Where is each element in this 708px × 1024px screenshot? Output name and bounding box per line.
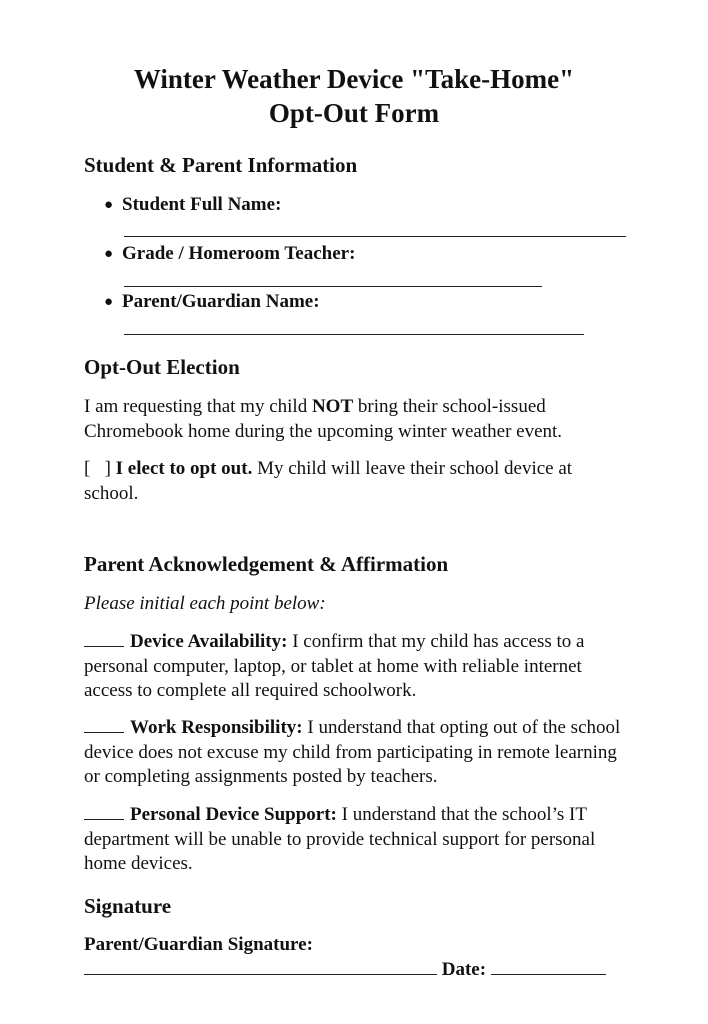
initial-field-work-responsibility[interactable] xyxy=(84,717,124,733)
form-title-line-1: Winter Weather Device "Take-Home" xyxy=(133,64,575,94)
initial-instruction: Please initial each point below: xyxy=(84,593,326,614)
initial-field-device-availability[interactable] xyxy=(84,631,124,647)
form-title-line-2: Opt-Out Form xyxy=(268,98,440,128)
bullet-icon: ● xyxy=(104,294,114,310)
bullet-icon: ● xyxy=(104,246,114,262)
signature-date-row xyxy=(84,958,629,983)
grade-teacher-label: ● Grade / Homeroom Teacher: xyxy=(104,243,356,264)
signature-field[interactable] xyxy=(84,959,437,975)
opt-out-checkbox[interactable]: [ ] xyxy=(84,458,111,479)
opt-out-statement: [ ] I elect to opt out. My child will leave their school device at school. xyxy=(84,458,573,504)
ack-device-availability: Device Availability: I confirm that my child has access to a personal computer, laptop, or tablet at home with reliable internet access to complete all required schoolwork. xyxy=(84,631,585,701)
signature-heading: Signature xyxy=(84,894,172,918)
acknowledgement-heading: Parent Acknowledgement & Affirmation xyxy=(84,552,449,576)
parent-name-label: ● Parent/Guardian Name: xyxy=(104,291,320,312)
initial-field-personal-device-support[interactable] xyxy=(84,804,124,820)
student-name-label: ● Student Full Name: xyxy=(104,194,282,215)
signature-label: Parent/Guardian Signature: xyxy=(84,934,313,955)
grade-teacher-field[interactable] xyxy=(124,286,542,287)
student-section-heading: Student & Parent Information xyxy=(84,153,358,177)
ack-personal-device-support: Personal Device Support: I understand that the school’s IT department will be unable to provide technical support for personal home devices. xyxy=(84,804,596,874)
ack-work-responsibility: Work Responsibility: I understand that opting out of the school device does not excuse my child from participating in remote learning or completing assignments posted by teachers. xyxy=(84,717,621,787)
election-heading: Opt-Out Election xyxy=(84,355,240,379)
date-field[interactable] xyxy=(491,959,606,975)
election-request-text: I am requesting that my child NOT bring their school-issued Chromebook home during the upcoming winter weather event. xyxy=(84,396,563,442)
parent-name-field[interactable] xyxy=(124,334,584,335)
student-name-field[interactable] xyxy=(124,236,626,237)
bullet-icon: ● xyxy=(104,197,114,213)
date-label: Date: xyxy=(441,959,487,980)
